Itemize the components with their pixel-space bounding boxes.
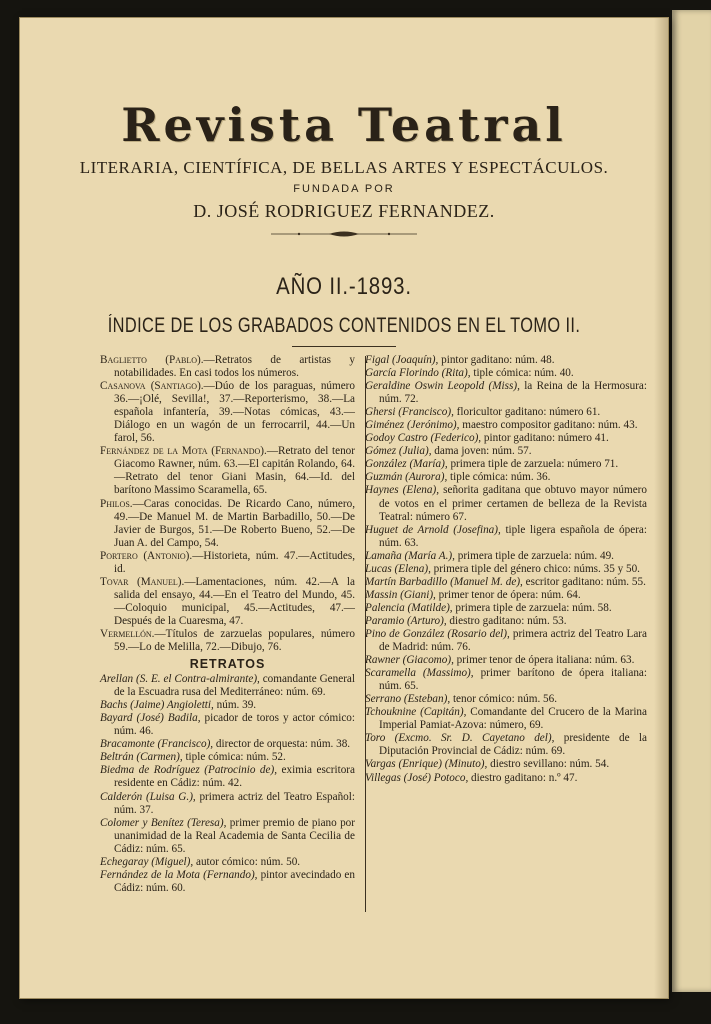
index-entry [365, 772, 647, 785]
index-entry [365, 732, 647, 758]
index-entry [365, 654, 647, 667]
entry-name: Martín Barbadillo (Manuel M. de), [365, 575, 523, 588]
entry-name: Arellan (S. E. el Contra-almirante), [100, 673, 260, 686]
founder-name: D. JOSÉ RODRIGUEZ FERNANDEZ. [193, 201, 495, 221]
entry-name: Giménez (Jerónimo), [365, 419, 460, 432]
portrait-entries-right [365, 354, 647, 785]
index-entry [100, 751, 355, 764]
entry-name: Scaramella (Massimo), [365, 667, 474, 680]
entry-name: Toro (Excmo. Sr. D. Cayetano del), [365, 732, 555, 745]
entry-name: Lamaña (María A.), [365, 549, 455, 562]
index-entry [100, 498, 355, 550]
entry-text: tenor cómico: núm. 56. [450, 693, 558, 706]
index-entry [365, 667, 647, 693]
index-entry [365, 445, 647, 458]
entry-name: Figal (Joaquín), [365, 354, 439, 366]
entry-text: —Caras conocidas. De Ricardo Cano, número, 49.—De Manuel M. de Martin Barbadillo, 50.—De Javier de Burgos, 51.—De Roberto Bueno, 52.—De Juan A. del Campo, 54. [114, 497, 355, 549]
entry-name: Casanova (Santiago). [100, 380, 204, 393]
entry-name: Ghersi (Francisco), [365, 406, 454, 419]
entry-name: Villegas (José) Potoco, [365, 771, 469, 784]
right-column [365, 354, 647, 785]
index-entry [365, 693, 647, 706]
portrait-entries-left [100, 673, 355, 895]
entry-text: primera tiple de zarzuela: núm. 58. [452, 601, 612, 614]
entry-text: núm. 39. [213, 699, 257, 712]
index-entry [100, 764, 355, 790]
entry-text: —Historieta, núm. 47.—Actitudes, id. [114, 549, 355, 575]
entry-name: Vargas (Enrique) (Minuto), [365, 758, 488, 771]
ornament-rule [269, 229, 419, 239]
document-page [20, 18, 668, 998]
index-entry [100, 712, 355, 738]
entry-name: Paramio (Arturo), [365, 614, 447, 627]
index-entry [100, 354, 355, 380]
index-entry [365, 628, 647, 654]
entry-name: Bayard (José) Badila, [100, 712, 201, 725]
entry-text: —Retratos de artistas y notabilidades. En casi todos los números. [114, 354, 356, 380]
entry-name: Pino de González (Rosario del), [365, 627, 510, 640]
entry-name: Biedma de Rodríguez (Patrocinio de), [100, 764, 278, 777]
entry-text: eximia escritora residente en Cádiz: núm. 42. [114, 764, 355, 790]
entry-name: García Florindo (Rita), [365, 367, 471, 380]
index-entry [365, 602, 647, 615]
entry-text: autor cómico: núm. 50. [193, 855, 301, 868]
index-entry [100, 856, 355, 869]
index-entry [365, 471, 647, 484]
entry-name: Bachs (Jaime) Angioletti, [100, 699, 214, 712]
index-entry [100, 817, 355, 856]
index-heading: ÍNDICE DE LOS GRABADOS CONTENIDOS EN EL TOMO II. [107, 314, 581, 337]
entry-name: Bracamonte (Francisco), [100, 738, 214, 751]
entry-name: Colomer y Benítez (Teresa), [100, 816, 227, 829]
entry-text: presidente de la Diputación Provincial de Cádiz: núm. 69. [379, 732, 647, 758]
index-entry [365, 458, 647, 471]
entry-text: diestro sevillano: núm. 54. [487, 758, 610, 771]
entry-name: Lucas (Elena), [365, 562, 431, 575]
entry-text: la Reina de la Hermosura: núm. 72. [379, 380, 647, 406]
entry-name: Guzmán (Aurora), [365, 471, 448, 484]
entry-name: Portero (Antonio). [100, 549, 193, 562]
entry-name: Vermellón. [100, 627, 155, 640]
entry-text: diestro gaditano: núm. 53. [446, 614, 567, 627]
index-entry [100, 628, 355, 654]
index-entry [365, 432, 647, 445]
entry-text: tiple cómica: núm. 52. [182, 751, 286, 764]
index-entry [365, 484, 647, 523]
entry-text: floricultor gaditano: número 61. [453, 406, 601, 419]
entry-text: señorita gaditana que obtuvo mayor número de votos en el primer certamen de belleza de la Revista Teatral: número 67. [379, 484, 647, 523]
index-entry [365, 367, 647, 380]
entry-name: Fernández de la Mota (Fernando). [100, 445, 267, 458]
index-entry [100, 791, 355, 817]
index-entry [100, 699, 355, 712]
entry-text: tiple cómica: núm. 40. [470, 367, 574, 380]
index-entry [100, 738, 355, 751]
entry-text: primer barítono de ópera italiana: núm. 65. [379, 667, 648, 693]
entry-name: Palencia (Matilde), [365, 601, 453, 614]
index-entry [365, 758, 647, 771]
index-entry [365, 406, 647, 419]
entry-text: primera tiple de zarzuela: número 71. [447, 458, 619, 471]
artist-entries [100, 354, 355, 654]
entry-name: Godoy Castro (Federico), [365, 432, 482, 445]
heading-rule [292, 346, 396, 347]
entry-text: primer tenor de ópera: núm. 64. [435, 588, 581, 601]
entry-name: Geraldine Oswin Leopold (Miss), [365, 380, 520, 393]
year-heading: AÑO II.-1893. [276, 273, 412, 300]
index-entry [365, 550, 647, 563]
index-entry [100, 869, 355, 895]
entry-text: pintor gaditano: núm. 48. [438, 354, 555, 366]
entry-name: Tovar (Manuel). [100, 575, 185, 588]
entry-name: González (María), [365, 458, 448, 471]
entry-text: pintor gaditano: número 41. [481, 432, 609, 445]
entry-text: director de orquesta: núm. 38. [213, 738, 351, 751]
index-entry [100, 673, 355, 699]
entry-name: Beltrán (Carmen), [100, 751, 183, 764]
entry-text: pintor avecindado en Cádiz: núm. 60. [114, 868, 355, 894]
founded-by-label: FUNDADA POR [293, 183, 395, 195]
entry-name: Haynes (Elena), [365, 484, 440, 497]
index-entry [365, 419, 647, 432]
entry-name: Echegaray (Miguel), [100, 855, 194, 868]
journal-title: Revista Teatral [121, 98, 567, 152]
entry-name: Gómez (Julia), [365, 445, 432, 458]
index-entry [365, 615, 647, 628]
index-entry [365, 563, 647, 576]
entry-text: —Lamentaciones, núm. 42.—A la salida del ensayo, 44.—En el Teatro del Mundo, 45.—Coloquio municipal, 45.—Actitudes, 47.—Después de la Cuaresma, 47. [114, 575, 355, 627]
journal-subtitle: LITERARIA, CIENTÍFICA, DE BELLAS ARTES Y ESPECTÁCULOS. [79, 158, 609, 177]
entry-text: primera actriz del Teatro Español: núm. 37. [114, 790, 355, 816]
entry-text: —Dúo de los paraguas, número 36.—¡Olé, Sevilla!, 37.—Reporterismo, 38.—La española infantería, 39.—Notas cómicas, 43.—Diálogo en un wagón de un ferrocarril, 44.—Un farol, 56. [114, 380, 355, 445]
entry-name: Serrano (Esteban), [365, 693, 451, 706]
entry-text: Comandante del Crucero de la Marina Imperial Pamiat-Azova: número, 69. [379, 706, 647, 732]
entry-text: primera tiple del género chico: núms. 35 y 50. [430, 562, 640, 575]
entry-text: primer tenor de ópera italiana: núm. 63. [453, 654, 635, 667]
entry-name: Huguet de Arnold (Josefina), [365, 523, 501, 536]
index-entry [100, 380, 355, 445]
entry-text: tiple cómica: núm. 36. [447, 471, 551, 484]
entry-name: Rawner (Giacomo), [365, 654, 454, 667]
entry-name: Tchouknine (Capitán), [365, 706, 467, 719]
entry-name: Philos. [100, 497, 133, 510]
index-entry [365, 576, 647, 589]
index-entry [365, 380, 647, 406]
entry-text: dama joven: núm. 57. [431, 445, 532, 458]
entry-name: Baglietto (Pablo). [100, 354, 204, 366]
index-entry [365, 524, 647, 550]
entry-name: Calderón (Luisa G.), [100, 790, 196, 803]
retratos-heading: RETRATOS [189, 657, 266, 672]
adjacent-page-edge [672, 10, 711, 992]
entry-text: tiple ligera española de ópera: núm. 63. [379, 523, 647, 549]
entry-text: primera actriz del Teatro Lara de Madrid: núm. 76. [379, 627, 647, 654]
index-entry [365, 354, 647, 367]
entry-name: Massin (Giani), [365, 588, 436, 601]
entry-name: Fernández de la Mota (Fernando), [100, 868, 258, 881]
index-entry [365, 589, 647, 602]
left-column [100, 354, 355, 895]
entry-text: diestro gaditano: n.º 47. [468, 771, 578, 784]
index-entry [365, 706, 647, 732]
index-entry [100, 576, 355, 628]
entry-text: primer premio de piano por unanimidad de la Real Academia de Santa Cecilia de Cádiz: núm. 65. [114, 816, 356, 855]
index-entry [100, 445, 355, 497]
entry-text: escritor gaditano: núm. 55. [522, 575, 646, 588]
entry-text: maestro compositor gaditano: núm. 43. [459, 419, 638, 432]
entry-text: —Retrato del tenor Giacomo Rawner, núm. 63.—El capitán Rolando, 64.—Retrato del tenor Giani Masin, 64.—Id. del barítono Massimo Scaramella, 65. [114, 445, 355, 497]
entry-text: —Títulos de zarzuelas populares, número 59.—Lo de Melilla, 72.—Dibujo, 76. [114, 627, 355, 654]
index-entry [100, 550, 355, 576]
entry-text: primera tiple de zarzuela: núm. 49. [454, 549, 614, 562]
entry-text: picador de toros y actor cómico: núm. 46. [114, 712, 355, 738]
entry-text: comandante General de la Escuadra rusa del Mediterráneo: núm. 69. [114, 673, 356, 699]
